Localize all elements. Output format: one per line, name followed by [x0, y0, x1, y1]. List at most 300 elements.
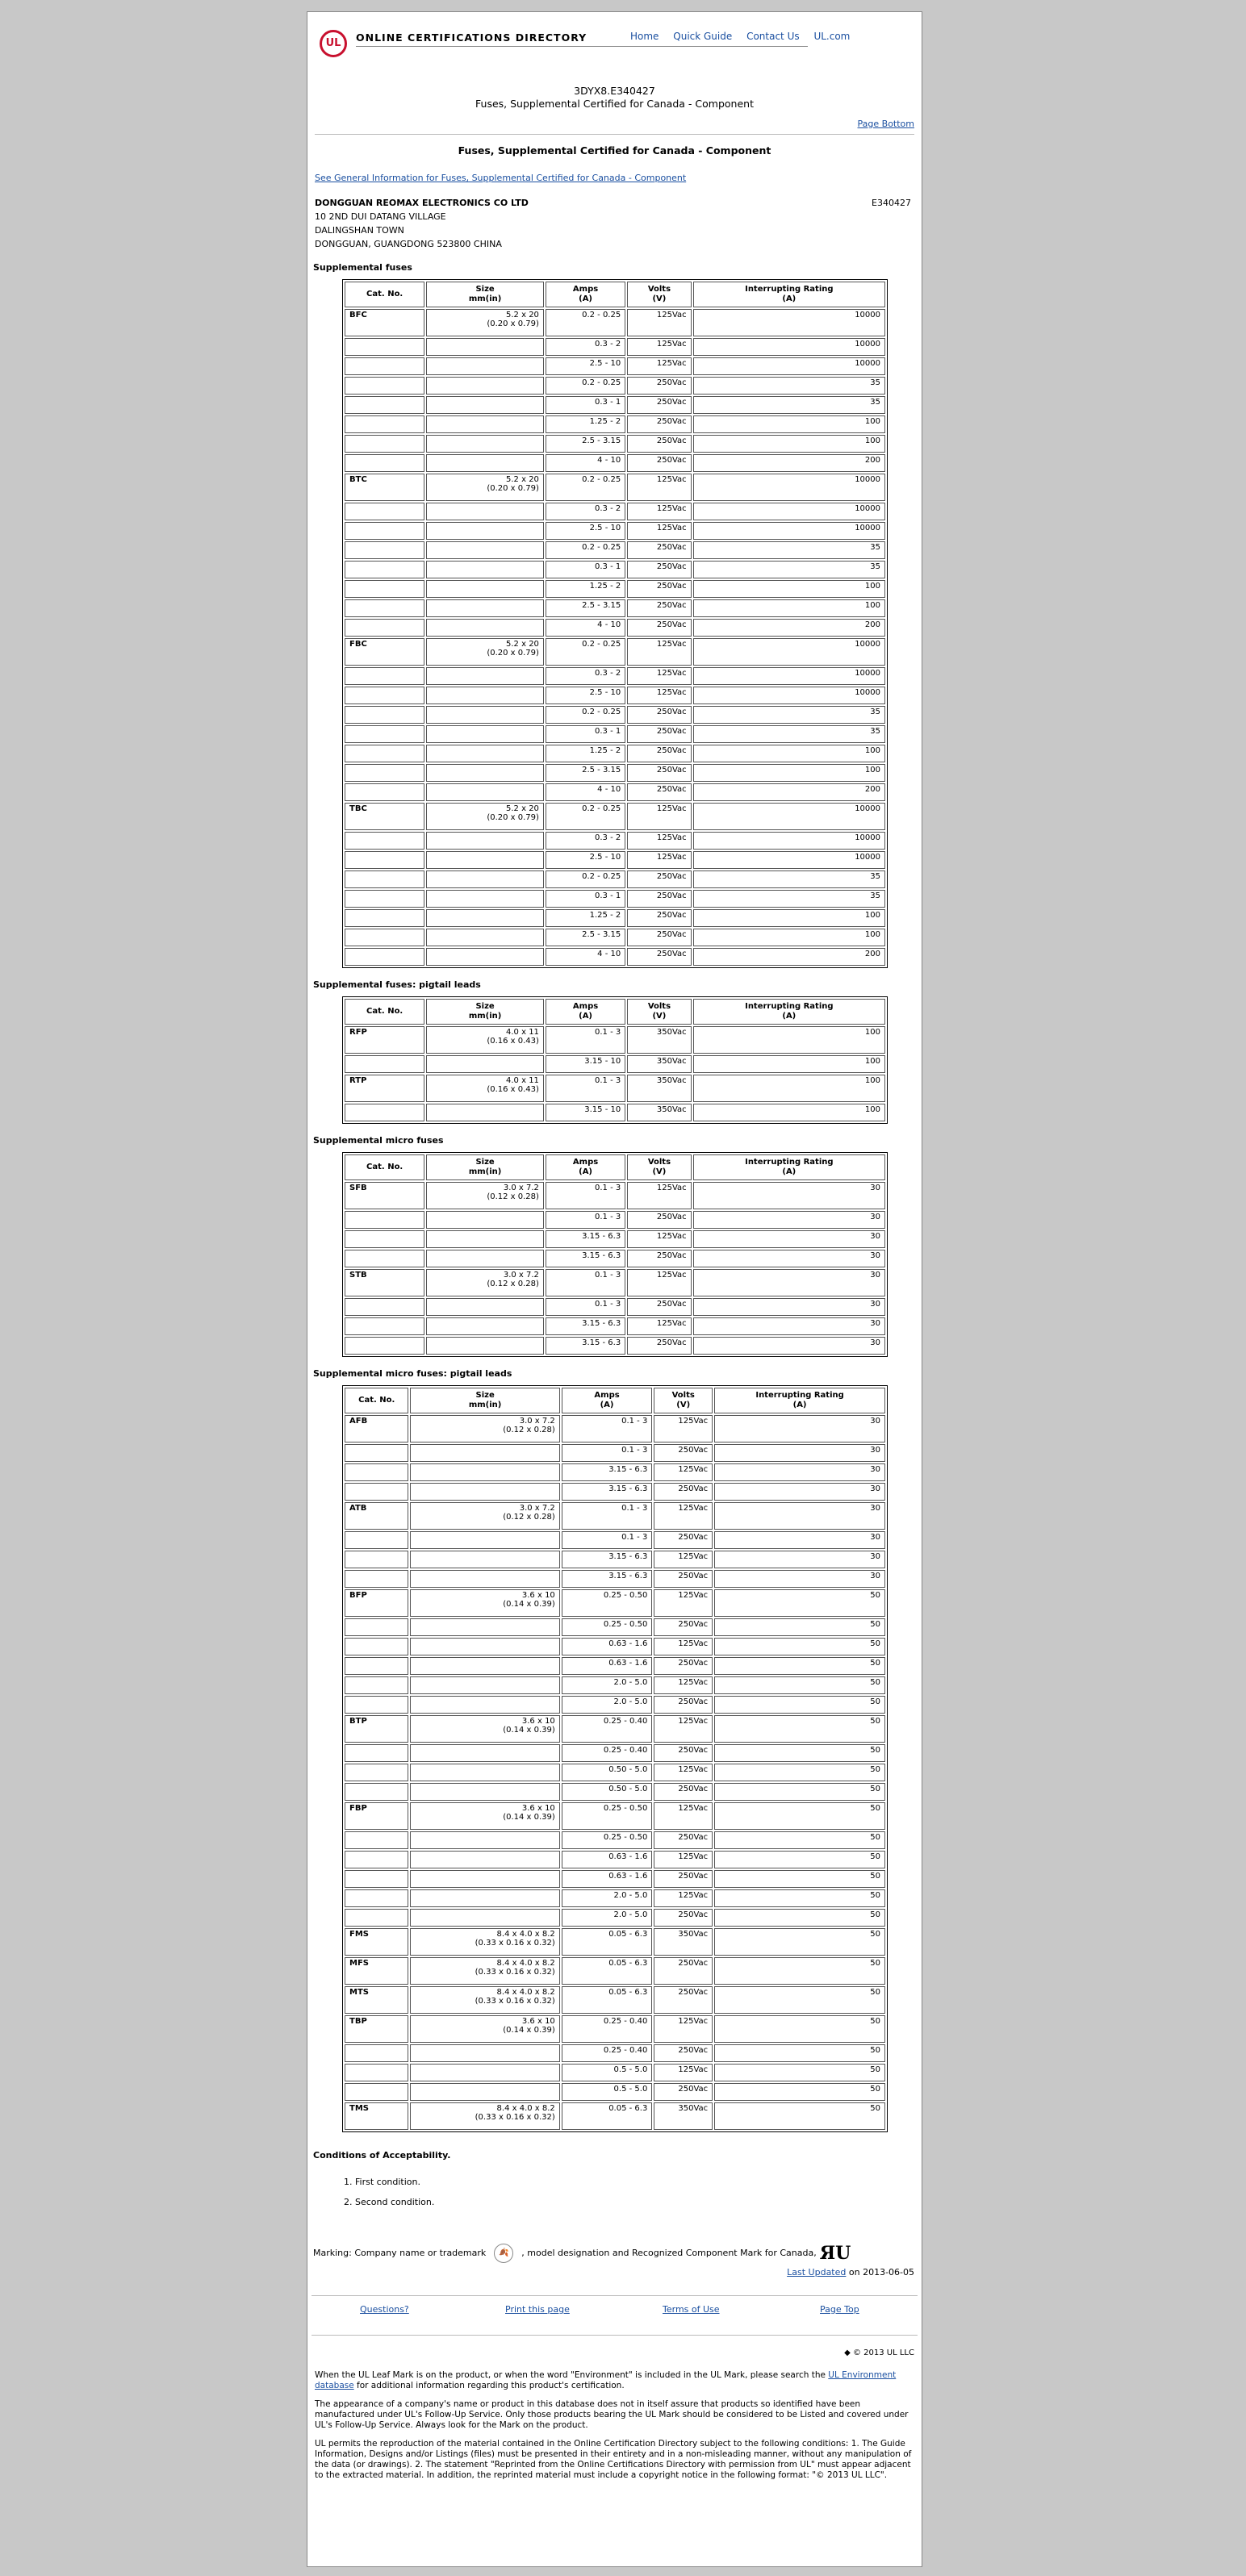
doc-id: 3DYX8.E340427: [574, 85, 655, 97]
amps-cell: 0.05 - 6.3: [562, 1986, 653, 2014]
cat-no-cell: [345, 929, 424, 946]
volts-cell: 250Vac: [627, 725, 691, 743]
rating-cell: 200: [693, 783, 885, 801]
size-cell: 8.4 x 4.0 x 8.2 (0.33 x 0.16 x 0.32): [410, 1986, 559, 2014]
column-header: Size mm(in): [426, 282, 544, 307]
volts-cell: 250Vac: [627, 948, 691, 966]
size-cell: [426, 1211, 544, 1229]
cat-no-cell: [345, 454, 424, 472]
volts-cell: 125Vac: [627, 503, 691, 520]
cat-no-cell: [345, 580, 424, 598]
cat-no-cell: [345, 599, 424, 617]
table-row: [345, 2102, 885, 2130]
rating-cell: 50: [714, 1618, 885, 1636]
volts-cell: 350Vac: [627, 1104, 691, 1121]
size-cell: 8.4 x 4.0 x 8.2 (0.33 x 0.16 x 0.32): [410, 1957, 559, 1985]
volts-cell: 250Vac: [627, 377, 691, 395]
company-name: DONGGUAN REOMAX ELECTRONICS CO LTD: [315, 198, 529, 208]
table-row: [345, 638, 885, 666]
marking-text: Marking: Company name or trademark: [313, 2248, 487, 2258]
size-cell: 5.2 x 20 (0.20 x 0.79): [426, 309, 544, 336]
amps-cell: 0.2 - 0.25: [546, 309, 625, 336]
footer-paragraph: The appearance of a company's name or product in this database does not in itself assure that products so identified have been manufactured under UL's Follow-Up Service. Only those products bearing the UL Mark should be considered to be Listed and covered under UL's Follow-Up Service. Always look for the Mark on the product.: [315, 2399, 909, 2430]
rating-cell: 30: [714, 1570, 885, 1588]
table-row: [345, 725, 885, 743]
amps-cell: 0.05 - 6.3: [562, 1928, 653, 1956]
cat-no-cell: [345, 435, 424, 453]
size-cell: 8.4 x 4.0 x 8.2 (0.33 x 0.16 x 0.32): [410, 1928, 559, 1956]
amps-cell: 0.5 - 5.0: [562, 2064, 653, 2081]
amps-cell: 2.5 - 10: [546, 687, 625, 704]
nav-home-link[interactable]: Home: [630, 31, 659, 42]
amps-cell: 0.1 - 3: [562, 1531, 653, 1549]
cat-no-cell: [345, 1889, 408, 1907]
rating-cell: 30: [714, 1531, 885, 1549]
table-row: [345, 474, 885, 501]
volts-cell: 125Vac: [654, 1638, 713, 1655]
size-cell: [410, 2044, 559, 2062]
column-header: Cat. No.: [345, 282, 424, 307]
table-row: [345, 1589, 885, 1617]
amps-cell: 0.3 - 1: [546, 890, 625, 908]
rating-cell: 30: [714, 1444, 885, 1462]
rating-cell: 100: [693, 909, 885, 927]
rating-cell: 50: [714, 1831, 885, 1849]
amps-cell: 0.3 - 1: [546, 396, 625, 414]
volts-cell: 125Vac: [654, 1802, 713, 1830]
table-row: [345, 619, 885, 637]
fuse-table: [342, 1152, 888, 1357]
volts-cell: 250Vac: [654, 1909, 713, 1927]
amps-cell: 0.25 - 0.50: [562, 1831, 653, 1849]
size-cell: 5.2 x 20 (0.20 x 0.79): [426, 474, 544, 501]
amps-cell: 2.5 - 3.15: [546, 599, 625, 617]
table-row: [345, 1570, 885, 1588]
cat-no-cell: [345, 1230, 424, 1248]
cat-no-cell: TMS: [345, 2102, 408, 2130]
size-cell: 3.6 x 10 (0.14 x 0.39): [410, 1715, 559, 1743]
amps-cell: 0.2 - 0.25: [546, 541, 625, 559]
volts-cell: 125Vac: [654, 1551, 713, 1568]
table-row: [345, 832, 885, 850]
amps-cell: 3.15 - 10: [546, 1104, 625, 1121]
cat-no-cell: [345, 1676, 408, 1694]
rating-cell: 30: [714, 1551, 885, 1568]
amps-cell: 0.3 - 2: [546, 503, 625, 520]
cat-no-cell: [345, 2083, 408, 2101]
table-row: [345, 541, 885, 559]
volts-cell: 250Vac: [627, 1211, 691, 1229]
column-header: Volts (V): [627, 999, 691, 1025]
cat-no-cell: [345, 338, 424, 356]
volts-cell: 125Vac: [627, 1230, 691, 1248]
rating-cell: 35: [693, 541, 885, 559]
questions-link[interactable]: Questions?: [360, 2304, 409, 2315]
rating-cell: 10000: [693, 338, 885, 356]
cat-no-cell: [345, 561, 424, 578]
volts-cell: 125Vac: [627, 522, 691, 540]
table-row: [345, 580, 885, 598]
rating-cell: 50: [714, 2064, 885, 2081]
table-row: [345, 2015, 885, 2043]
cat-no-cell: [345, 1851, 408, 1868]
amps-cell: 0.2 - 0.25: [546, 706, 625, 724]
volts-cell: 125Vac: [627, 1269, 691, 1296]
rating-cell: 50: [714, 1657, 885, 1675]
last-updated-link[interactable]: Last Updated: [787, 2267, 847, 2277]
size-cell: [426, 725, 544, 743]
rating-cell: 30: [693, 1269, 885, 1296]
amps-cell: 0.3 - 2: [546, 667, 625, 685]
volts-cell: 125Vac: [654, 1589, 713, 1617]
table-row: [345, 1502, 885, 1530]
table-row: [345, 1230, 885, 1248]
size-cell: [426, 415, 544, 433]
rating-cell: 30: [714, 1415, 885, 1442]
amps-cell: 0.3 - 2: [546, 338, 625, 356]
footer-notes: [315, 2370, 914, 2481]
column-header: Amps (A): [546, 282, 625, 307]
rating-cell: 100: [693, 745, 885, 762]
column-header: Volts (V): [627, 1154, 691, 1180]
file-number: E340427: [872, 198, 911, 208]
rating-cell: 50: [714, 2102, 885, 2130]
terms-of-use-link[interactable]: Terms of Use: [663, 2304, 720, 2315]
copyright: ◆ © 2013 UL LLC: [312, 2335, 918, 2357]
cat-no-cell: [345, 2044, 408, 2062]
rating-cell: 10000: [693, 522, 885, 540]
volts-cell: 250Vac: [654, 1444, 713, 1462]
volts-cell: 250Vac: [654, 2083, 713, 2101]
amps-cell: 2.5 - 3.15: [546, 435, 625, 453]
cat-no-cell: [345, 1696, 408, 1714]
table-row: [345, 1764, 885, 1781]
cat-no-cell: [345, 619, 424, 637]
table-row: [345, 522, 885, 540]
nav-quick-guide-link[interactable]: Quick Guide: [673, 31, 733, 42]
amps-cell: 3.15 - 6.3: [562, 1570, 653, 1588]
top-nav: [630, 31, 861, 42]
size-cell: [426, 870, 544, 888]
volts-cell: 125Vac: [627, 309, 691, 336]
size-cell: 3.6 x 10 (0.14 x 0.39): [410, 2015, 559, 2043]
volts-cell: 250Vac: [627, 580, 691, 598]
amps-cell: 0.25 - 0.50: [562, 1618, 653, 1636]
doc-title: Fuses, Supplemental Certified for Canada - Component: [475, 98, 754, 110]
size-cell: [410, 2064, 559, 2081]
cat-no-cell: [345, 1638, 408, 1655]
rating-cell: 50: [714, 1638, 885, 1655]
volts-cell: 250Vac: [654, 1957, 713, 1985]
table-row: [345, 764, 885, 782]
size-cell: [410, 1889, 559, 1907]
table-row: [345, 1870, 885, 1888]
rating-cell: 50: [714, 1783, 885, 1801]
volts-cell: 250Vac: [654, 1657, 713, 1675]
size-cell: [426, 619, 544, 637]
column-header: Amps (A): [546, 1154, 625, 1180]
rating-cell: 50: [714, 1986, 885, 2014]
table-row: [345, 745, 885, 762]
volts-cell: 250Vac: [627, 415, 691, 433]
page-top-link[interactable]: Page Top: [820, 2304, 859, 2315]
table-row: [345, 2044, 885, 2062]
column-header: Interrupting Rating (A): [693, 282, 885, 307]
volts-cell: 350Vac: [654, 1928, 713, 1956]
size-cell: [426, 454, 544, 472]
rating-cell: 10000: [693, 503, 885, 520]
brand-title: ONLINE CERTIFICATIONS DIRECTORY: [356, 31, 808, 47]
cat-no-cell: [345, 1250, 424, 1267]
volts-cell: 125Vac: [654, 1715, 713, 1743]
table-row: [345, 1928, 885, 1956]
volts-cell: 250Vac: [627, 1337, 691, 1355]
volts-cell: 125Vac: [627, 687, 691, 704]
amps-cell: 0.63 - 1.6: [562, 1638, 653, 1655]
volts-cell: 250Vac: [627, 783, 691, 801]
amps-cell: 0.63 - 1.6: [562, 1851, 653, 1868]
size-cell: [426, 929, 544, 946]
size-cell: [410, 1551, 559, 1568]
cat-no-cell: [345, 1909, 408, 1927]
volts-cell: 125Vac: [654, 2015, 713, 2043]
address-line: DONGGUAN, GUANGDONG 523800 CHINA: [315, 239, 502, 249]
cat-no-cell: FBC: [345, 638, 424, 666]
amps-cell: 0.1 - 3: [546, 1075, 625, 1102]
table-row: [345, 357, 885, 375]
rating-cell: 50: [714, 1928, 885, 1956]
size-cell: [426, 396, 544, 414]
rating-cell: 10000: [693, 638, 885, 666]
table-row: [345, 454, 885, 472]
amps-cell: 0.5 - 5.0: [562, 2083, 653, 2101]
rating-cell: 100: [693, 415, 885, 433]
page-bottom-link[interactable]: Page Bottom: [857, 119, 914, 129]
table-row: [345, 909, 885, 927]
volts-cell: 125Vac: [627, 851, 691, 869]
size-cell: [410, 1831, 559, 1849]
size-cell: [410, 2083, 559, 2101]
rating-cell: 50: [714, 1589, 885, 1617]
volts-cell: 250Vac: [627, 764, 691, 782]
cat-no-cell: BTC: [345, 474, 424, 501]
cat-no-cell: [345, 522, 424, 540]
table-row: [345, 415, 885, 433]
cat-no-cell: AFB: [345, 1415, 408, 1442]
rating-cell: 50: [714, 2083, 885, 2101]
cat-no-cell: [345, 1551, 408, 1568]
ul-environment-link[interactable]: UL Environment database: [315, 2370, 897, 2390]
amps-cell: 0.1 - 3: [546, 1211, 625, 1229]
amps-cell: 3.15 - 6.3: [562, 1551, 653, 1568]
amps-cell: 2.0 - 5.0: [562, 1696, 653, 1714]
rating-cell: 50: [714, 2044, 885, 2062]
rating-cell: 30: [693, 1337, 885, 1355]
volts-cell: 250Vac: [654, 1570, 713, 1588]
size-cell: [426, 1104, 544, 1121]
volts-cell: 250Vac: [654, 1870, 713, 1888]
table-row: [345, 1831, 885, 1849]
size-cell: [410, 1744, 559, 1762]
table-row: [345, 1444, 885, 1462]
size-cell: [410, 1444, 559, 1462]
volts-cell: 350Vac: [627, 1075, 691, 1102]
rating-cell: 100: [693, 435, 885, 453]
cat-no-cell: [345, 1298, 424, 1316]
rating-cell: 100: [693, 929, 885, 946]
cat-no-cell: [345, 1483, 408, 1501]
table-row: [345, 1783, 885, 1801]
column-header: Size mm(in): [410, 1388, 559, 1413]
size-cell: 3.0 x 7.2 (0.12 x 0.28): [426, 1182, 544, 1209]
size-cell: [426, 851, 544, 869]
cat-no-cell: [345, 909, 424, 927]
general-info-link[interactable]: See General Information for Fuses, Supplemental Certified for Canada - Component: [315, 173, 687, 183]
cat-no-cell: [345, 1055, 424, 1073]
volts-cell: 250Vac: [654, 1744, 713, 1762]
table-row: [345, 1744, 885, 1762]
table-row: [345, 599, 885, 617]
table-row: [345, 890, 885, 908]
volts-cell: 125Vac: [627, 832, 691, 850]
cat-no-cell: RTP: [345, 1075, 424, 1102]
size-cell: 3.6 x 10 (0.14 x 0.39): [410, 1802, 559, 1830]
amps-cell: 0.2 - 0.25: [546, 638, 625, 666]
volts-cell: 125Vac: [654, 1502, 713, 1530]
rating-cell: 50: [714, 1676, 885, 1694]
rating-cell: 50: [714, 1696, 885, 1714]
volts-cell: 125Vac: [654, 1851, 713, 1868]
amps-cell: 2.0 - 5.0: [562, 1676, 653, 1694]
volts-cell: 250Vac: [627, 396, 691, 414]
volts-cell: 250Vac: [627, 1298, 691, 1316]
nav-ul-com-link[interactable]: UL.com: [813, 31, 851, 42]
doc-header: [312, 85, 918, 111]
volts-cell: 250Vac: [627, 599, 691, 617]
amps-cell: 0.63 - 1.6: [562, 1657, 653, 1675]
cat-no-cell: [345, 357, 424, 375]
amps-cell: 4 - 10: [546, 619, 625, 637]
cat-no-cell: MFS: [345, 1957, 408, 1985]
table-row: [345, 377, 885, 395]
size-cell: [410, 1696, 559, 1714]
rating-cell: 35: [693, 706, 885, 724]
rating-cell: 30: [693, 1250, 885, 1267]
print-page-link[interactable]: Print this page: [505, 2304, 570, 2315]
rating-cell: 35: [693, 377, 885, 395]
table-section-title: Supplemental micro fuses: pigtail leads: [313, 1368, 512, 1379]
volts-cell: 250Vac: [627, 435, 691, 453]
rating-cell: 10000: [693, 803, 885, 830]
rating-cell: 10000: [693, 687, 885, 704]
last-updated-date: on 2013-06-05: [848, 2267, 914, 2277]
size-cell: [426, 890, 544, 908]
table-row: [345, 435, 885, 453]
address-line: 10 2ND DUI DATANG VILLAGE: [315, 211, 446, 222]
size-cell: [426, 377, 544, 395]
fuse-tables: [312, 262, 918, 2132]
column-header: Cat. No.: [345, 1154, 424, 1180]
condition-item: 2. Second condition.: [355, 2192, 918, 2212]
rating-cell: 10000: [693, 474, 885, 501]
cat-no-cell: [345, 948, 424, 966]
size-cell: [426, 745, 544, 762]
volts-cell: 125Vac: [627, 667, 691, 685]
amps-cell: 0.25 - 0.40: [562, 1744, 653, 1762]
company-address: [315, 196, 914, 251]
divider: [315, 134, 914, 135]
rating-cell: 50: [714, 1715, 885, 1743]
size-cell: [426, 706, 544, 724]
rating-cell: 35: [693, 561, 885, 578]
cat-no-cell: [345, 1657, 408, 1675]
table-row: [345, 561, 885, 578]
table-row: [345, 783, 885, 801]
size-cell: [426, 1317, 544, 1335]
size-cell: [426, 1337, 544, 1355]
marking-text-after: , model designation and Recognized Component Mark for Canada,: [521, 2248, 817, 2258]
table-row: [345, 1250, 885, 1267]
cat-no-cell: FBP: [345, 1802, 408, 1830]
column-header: Cat. No.: [345, 1388, 408, 1413]
footer-paragraph: When the UL Leaf Mark is on the product, or when the word "Environment" is included in the UL Mark, please search the UL Environment database for additional information regarding this product's certification.: [315, 2370, 897, 2390]
cat-no-cell: [345, 377, 424, 395]
table-row: [345, 2083, 885, 2101]
table-row: [345, 1026, 885, 1054]
amps-cell: 0.05 - 6.3: [562, 1957, 653, 1985]
column-header: Size mm(in): [426, 1154, 544, 1180]
table-row: [345, 503, 885, 520]
rating-cell: 30: [714, 1502, 885, 1530]
size-cell: [410, 1676, 559, 1694]
cat-no-cell: BFP: [345, 1589, 408, 1617]
table-row: [345, 1211, 885, 1229]
amps-cell: 0.1 - 3: [546, 1269, 625, 1296]
size-cell: [426, 580, 544, 598]
rating-cell: 50: [714, 1957, 885, 1985]
table-row: [345, 1298, 885, 1316]
cat-no-cell: [345, 1531, 408, 1549]
rating-cell: 30: [693, 1230, 885, 1248]
amps-cell: 3.15 - 6.3: [562, 1483, 653, 1501]
volts-cell: 250Vac: [627, 706, 691, 724]
nav-contact-us-link[interactable]: Contact Us: [746, 31, 800, 42]
size-cell: [426, 783, 544, 801]
volts-cell: 250Vac: [654, 1531, 713, 1549]
table-row: [345, 396, 885, 414]
column-header: Interrupting Rating (A): [714, 1388, 885, 1413]
volts-cell: 250Vac: [654, 1483, 713, 1501]
amps-cell: 0.3 - 2: [546, 832, 625, 850]
size-cell: [410, 1870, 559, 1888]
cat-no-cell: [345, 1444, 408, 1462]
amps-cell: 0.1 - 3: [546, 1026, 625, 1054]
table-row: [345, 1317, 885, 1335]
size-cell: 5.2 x 20 (0.20 x 0.79): [426, 803, 544, 830]
cat-no-cell: [345, 1831, 408, 1849]
cat-no-cell: [345, 745, 424, 762]
ul-logo-icon[interactable]: UL: [320, 30, 347, 57]
table-row: [345, 1618, 885, 1636]
table-row: [345, 1415, 885, 1442]
table-row: [345, 687, 885, 704]
amps-cell: 0.1 - 3: [562, 1415, 653, 1442]
section-title: Fuses, Supplemental Certified for Canada - Component: [458, 144, 771, 157]
amps-cell: 0.50 - 5.0: [562, 1783, 653, 1801]
table-row: [345, 1676, 885, 1694]
table-row: [345, 1055, 885, 1073]
bottom-nav: [312, 2295, 918, 2317]
